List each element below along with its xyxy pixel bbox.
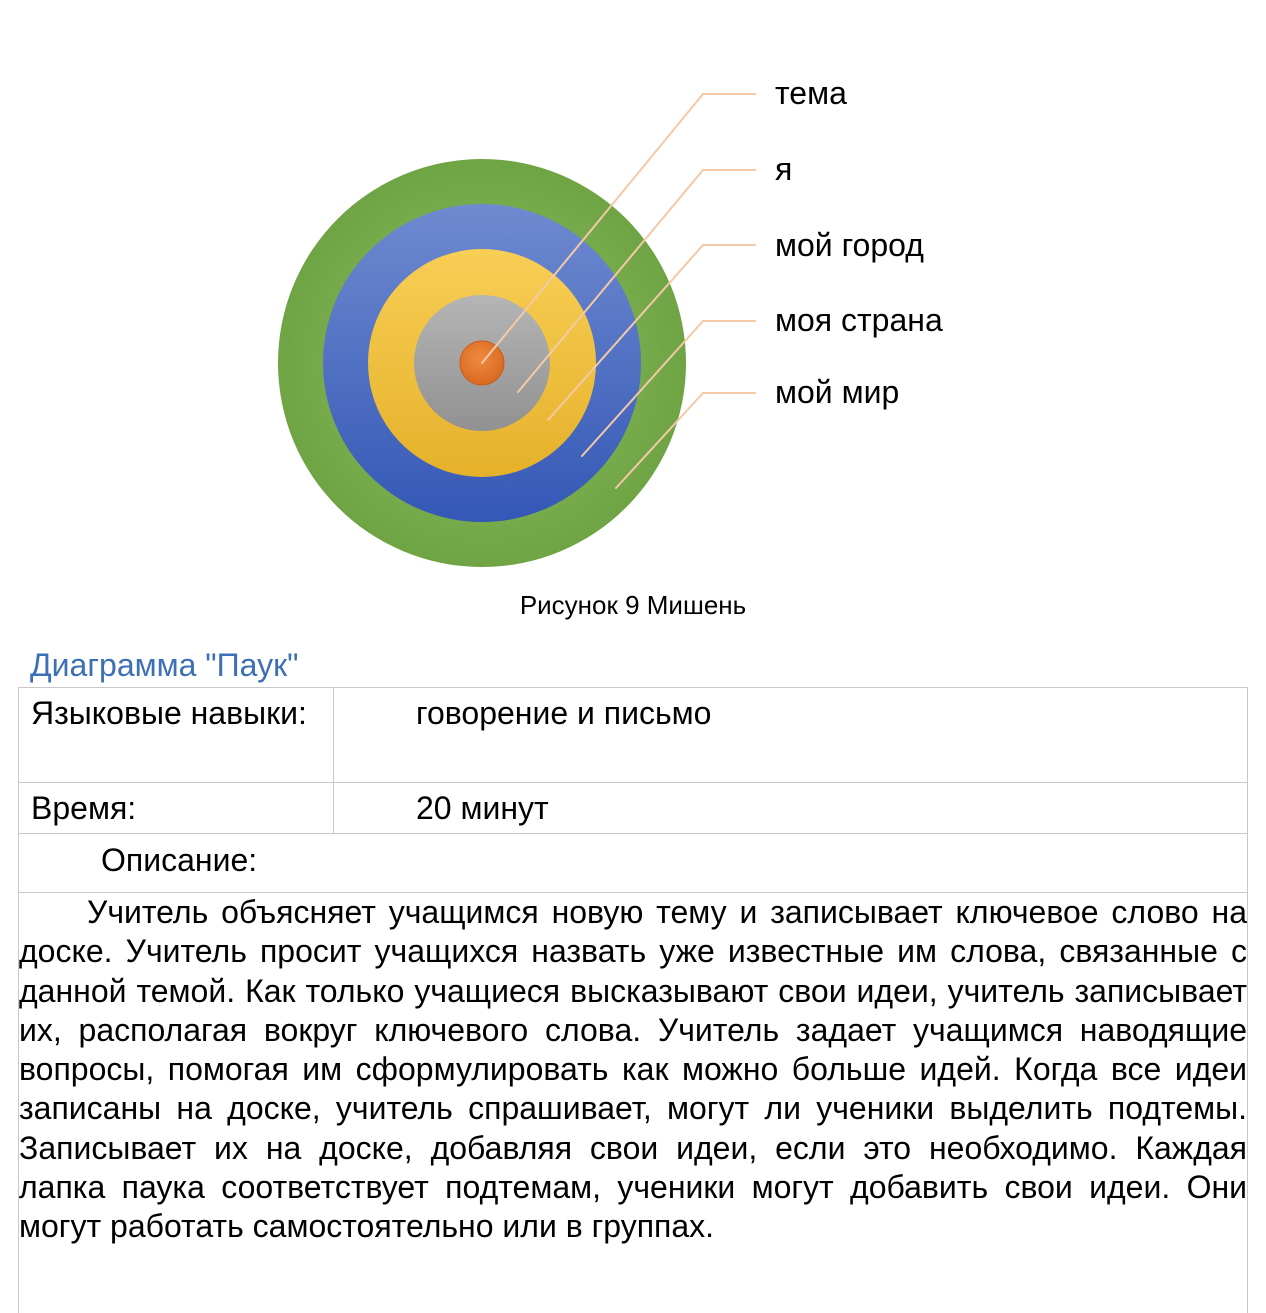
table-row-description-label (19, 834, 1248, 893)
skills-label: Языковые навыки: (19, 688, 334, 783)
callout-label-my-city: мой город (775, 227, 924, 263)
target-diagram (0, 0, 1266, 580)
callout-label-my-country: моя страна (775, 302, 943, 338)
table-row-time (19, 783, 1248, 834)
time-label: Время: (19, 783, 334, 834)
skills-value: говорение и письмо (334, 688, 1248, 783)
description-text: Учитель объясняет учащимся новую тему и записывает ключевое слово на доске. Учитель просит учащихся назвать уже известные им слова, связанные с данной темой. Как только учащиеся высказывают свои идеи, учитель записывает их, располагая вокруг ключевого слова. Учитель задает учащимся наводящие вопросы, помогая им сформулировать как можно больше идей. Когда все идеи записаны на доске, учитель спрашивает, могут ли ученики выделить подтемы. Записывает их на доске, добавляя свои идеи, если это необходимо. Каждая лапка паука соответствует подтемам, ученики могут добавить свои идеи. Они могут работать самостоятельно или в группах. (19, 893, 1247, 1247)
time-value: 20 минут (334, 783, 1248, 834)
figure-caption: Рисунок 9 Мишень (0, 588, 1266, 622)
callout-label-topic: тема (775, 75, 847, 111)
callout-label-me: я (775, 151, 792, 187)
section-heading: Диаграмма "Паук" (30, 645, 298, 685)
target-diagram-svg (0, 0, 1266, 580)
table-row-skills (19, 688, 1248, 783)
table-row-description (19, 893, 1248, 1313)
callout-label-my-world: мой мир (775, 374, 899, 410)
description-cell (19, 893, 1248, 1313)
activity-table (18, 687, 1248, 1313)
description-label: Описание: (19, 834, 1248, 893)
